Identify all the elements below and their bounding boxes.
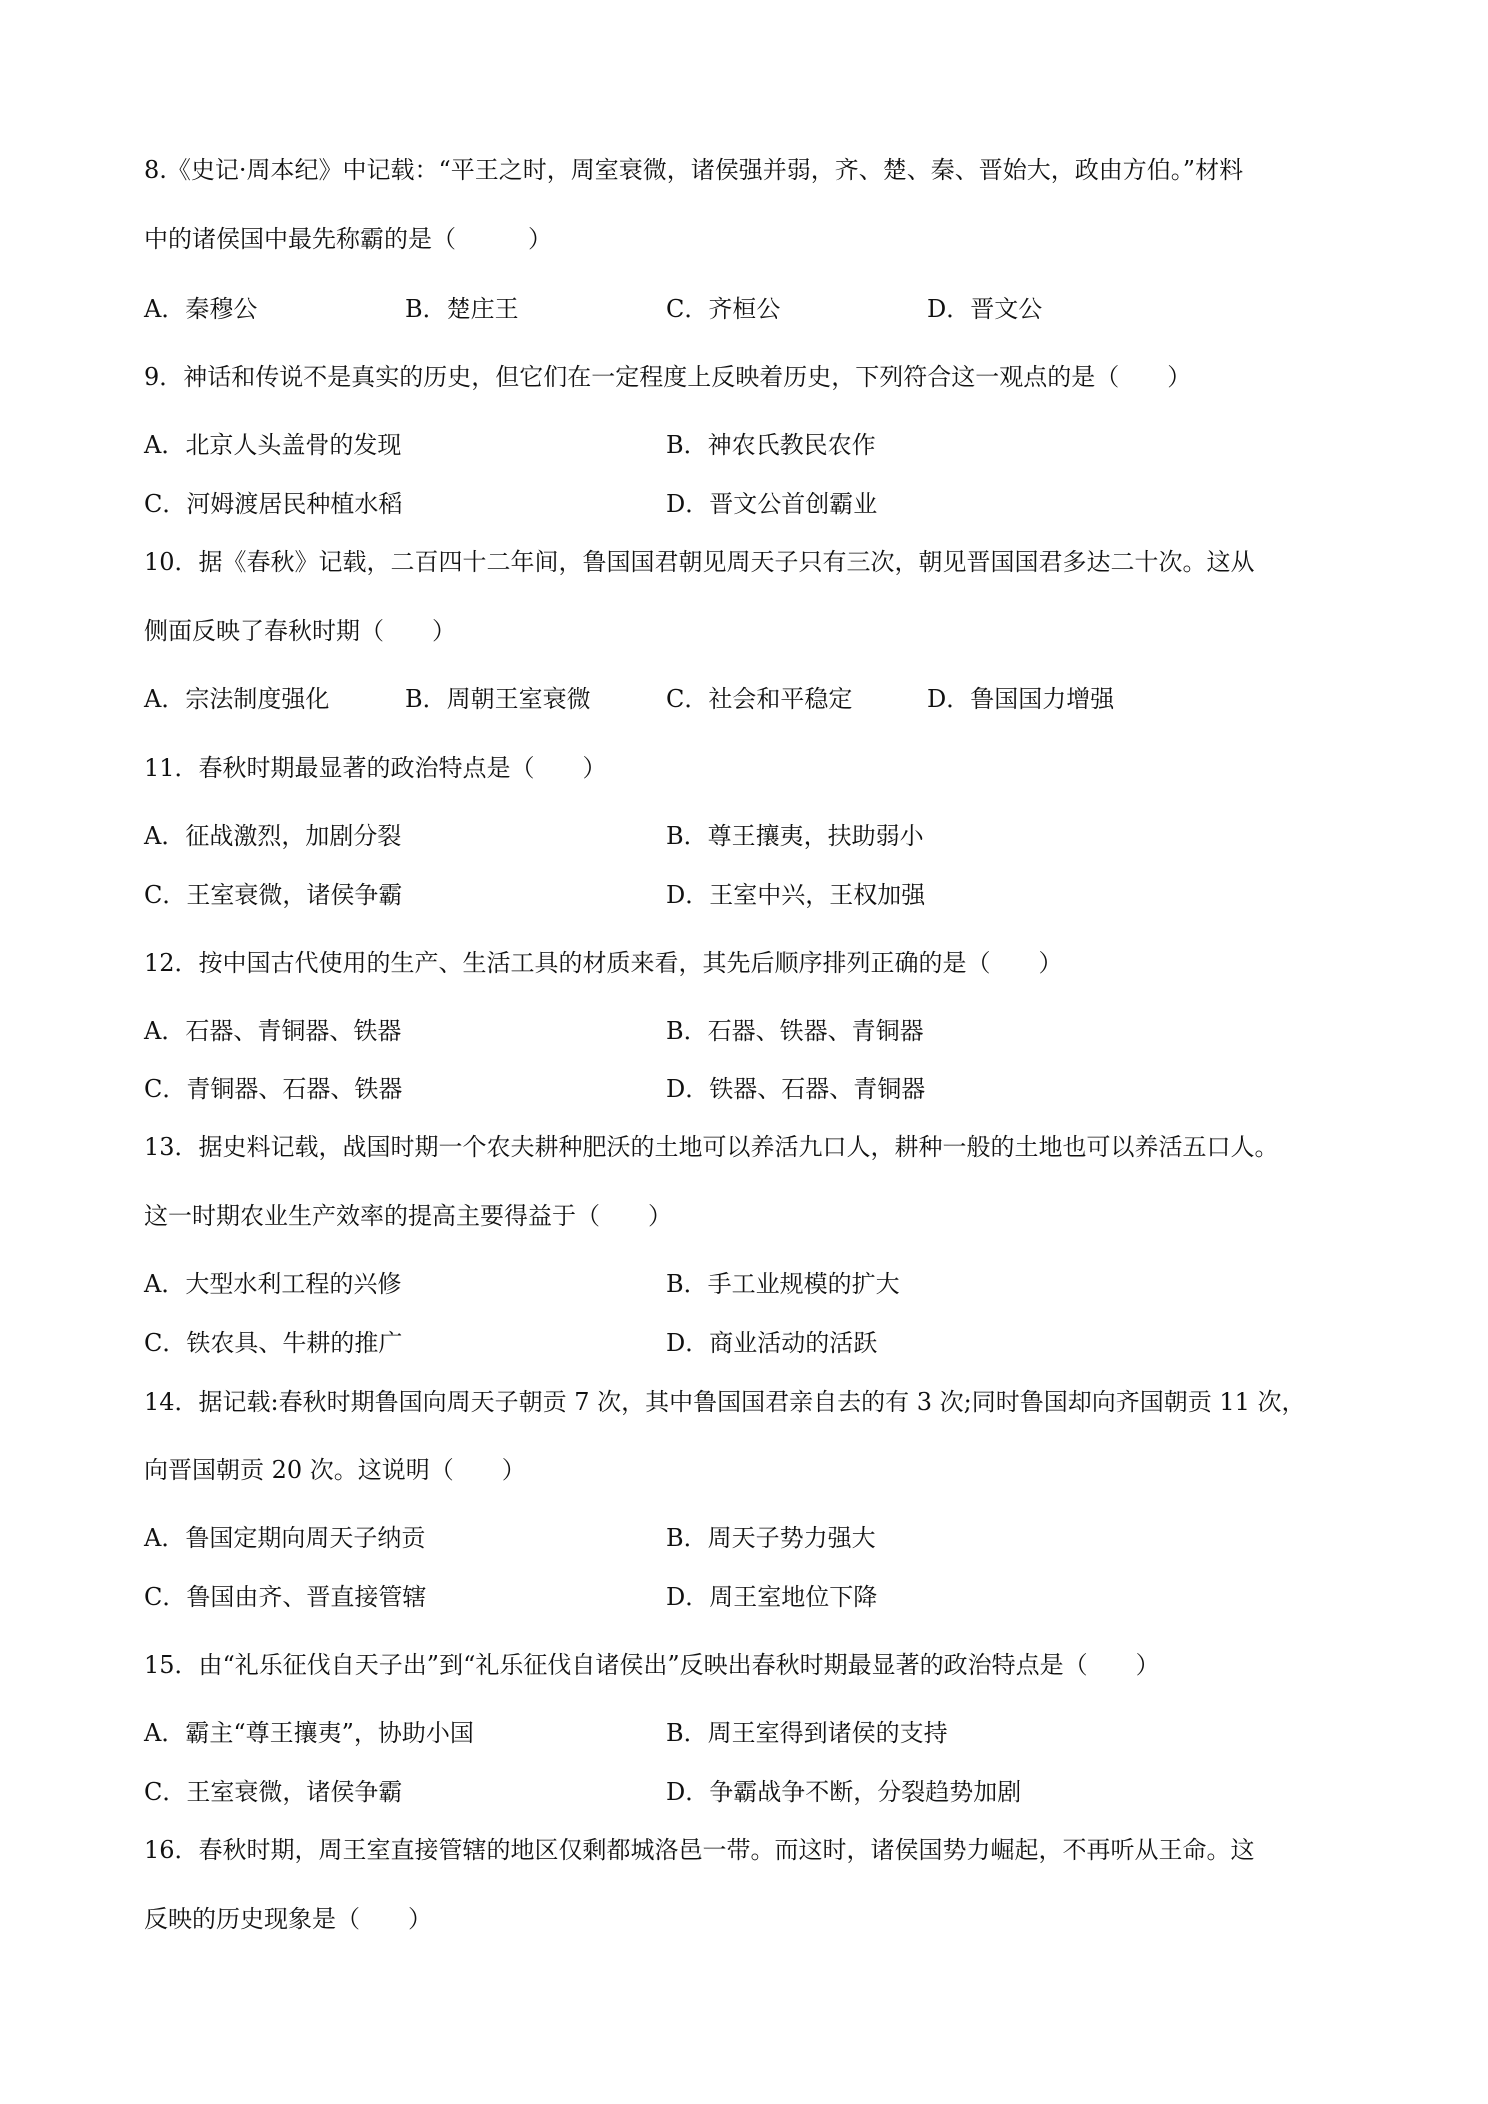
question-10-option-b: B．周朝王室衰微 (405, 685, 591, 713)
question-14-option-b: B．周天子势力强大 (666, 1524, 876, 1552)
question-14-option-c: C．鲁国由齐、晋直接管辖 (144, 1583, 427, 1611)
question-13-option-c: C．铁农具、牛耕的推广 (144, 1329, 403, 1357)
question-13-option-a: A．大型水利工程的兴修 (144, 1270, 402, 1298)
question-8-option-a: A．秦穆公 (144, 295, 258, 323)
question-13-option-d: D．商业活动的活跃 (666, 1329, 878, 1357)
question-16-stem-line-1: 16．春秋时期，周王室直接管辖的地区仅剩都城洛邑一带。而这时，诸侯国势力崛起，不再听从王命。这 (144, 1836, 1255, 1864)
question-8-stem-line-2: 中的诸侯国中最先称霸的是（ ） (144, 225, 552, 253)
question-11-option-a: A．征战激烈，加剧分裂 (144, 822, 402, 850)
question-16-stem-line-2: 反映的历史现象是（ ） (144, 1905, 432, 1933)
question-10-option-a: A．宗法制度强化 (144, 685, 330, 713)
question-15-option-d: D．争霸战争不断，分裂趋势加剧 (666, 1778, 1022, 1806)
question-12-option-b: B．石器、铁器、青铜器 (666, 1017, 924, 1045)
question-11-option-d: D．王室中兴，王权加强 (666, 881, 926, 909)
question-15-stem-line-1: 15．由“礼乐征伐自天子出”到“礼乐征伐自诸侯出”反映出春秋时期最显著的政治特点是（ ） (144, 1651, 1160, 1679)
question-12-stem-line-1: 12．按中国古代使用的生产、生活工具的材质来看，其先后顺序排列正确的是（ ） (144, 949, 1063, 977)
question-9-option-a: A．北京人头盖骨的发现 (144, 431, 402, 459)
question-11-option-b: B．尊王攘夷，扶助弱小 (666, 822, 924, 850)
question-15-option-a: A．霸主“尊王攘夷”，协助小国 (144, 1719, 474, 1747)
question-10-stem-line-2: 侧面反映了春秋时期（ ） (144, 617, 456, 645)
question-13-stem-line-2: 这一时期农业生产效率的提高主要得益于（ ） (144, 1202, 672, 1230)
question-8-option-d: D．晋文公 (927, 295, 1043, 323)
question-12-option-c: C．青铜器、石器、铁器 (144, 1075, 403, 1103)
question-8-option-c: C．齐桓公 (666, 295, 781, 323)
question-8-stem-line-1: 8.《史记·周本纪》中记载：“平王之时，周室衰微，诸侯强并弱，齐、楚、秦、晋始大，政由方伯。”材料 (144, 156, 1244, 184)
question-13-option-b: B．手工业规模的扩大 (666, 1270, 900, 1298)
question-12-option-a: A．石器、青铜器、铁器 (144, 1017, 402, 1045)
question-14-stem-line-1: 14．据记载:春秋时期鲁国向周天子朝贡 7 次，其中鲁国国君亲自去的有 3 次;同时鲁国却向齐国朝贡 11 次， (144, 1388, 1306, 1416)
question-9-option-c: C．河姆渡居民种植水稻 (144, 490, 403, 518)
question-9-stem-line-1: 9．神话和传说不是真实的历史，但它们在一定程度上反映着历史，下列符合这一观点的是（ ） (144, 363, 1192, 391)
question-15-option-b: B．周王室得到诸侯的支持 (666, 1719, 948, 1747)
question-9-option-d: D．晋文公首创霸业 (666, 490, 878, 518)
question-12-option-d: D．铁器、石器、青铜器 (666, 1075, 926, 1103)
question-14-stem-line-2: 向晋国朝贡 20 次。这说明（ ） (144, 1456, 526, 1484)
question-10-option-d: D．鲁国国力增强 (927, 685, 1115, 713)
question-14-option-a: A．鲁国定期向周天子纳贡 (144, 1524, 426, 1552)
question-11-stem-line-1: 11．春秋时期最显著的政治特点是（ ） (144, 754, 607, 782)
question-10-option-c: C．社会和平稳定 (666, 685, 853, 713)
question-10-stem-line-1: 10．据《春秋》记载，二百四十二年间，鲁国国君朝见周天子只有三次，朝见晋国国君多达二十次。这从 (144, 548, 1255, 576)
question-15-option-c: C．王室衰微，诸侯争霸 (144, 1778, 403, 1806)
question-11-option-c: C．王室衰微，诸侯争霸 (144, 881, 403, 909)
question-14-option-d: D．周王室地位下降 (666, 1583, 878, 1611)
question-9-option-b: B．神农氏教民农作 (666, 431, 876, 459)
question-8-option-b: B．楚庄王 (405, 295, 519, 323)
question-13-stem-line-1: 13．据史料记载，战国时期一个农夫耕种肥沃的土地可以养活九口人，耕种一般的土地也可以养活五口人。 (144, 1133, 1279, 1161)
